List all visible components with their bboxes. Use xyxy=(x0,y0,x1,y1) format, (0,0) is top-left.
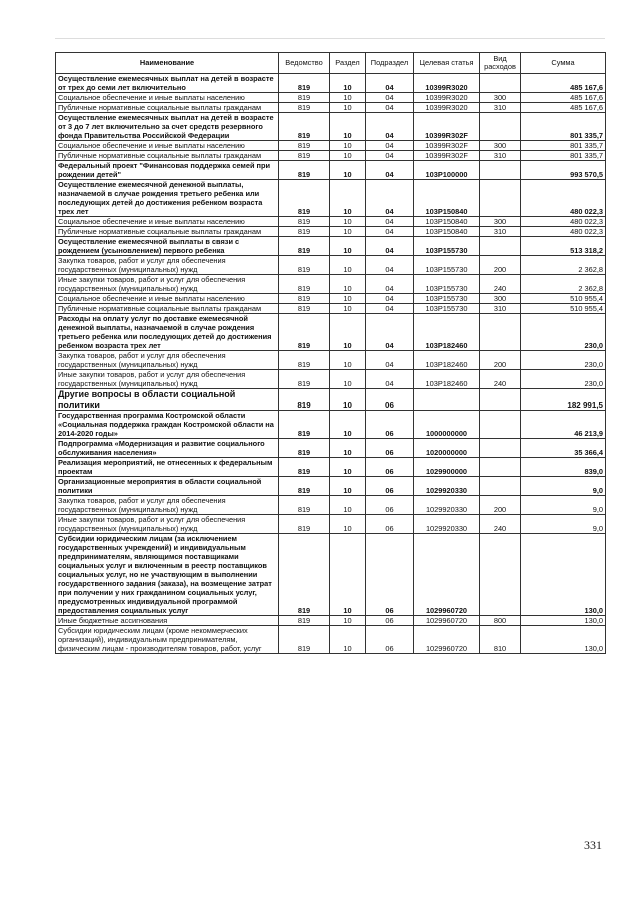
cell-dept: 819 xyxy=(279,237,330,256)
cell-dept: 819 xyxy=(279,351,330,370)
cell-exptype xyxy=(480,314,521,351)
cell-sum: 839,0 xyxy=(521,458,606,477)
cell-exptype xyxy=(480,237,521,256)
cell-sum: 130,0 xyxy=(521,626,606,654)
table-row xyxy=(56,227,606,237)
cell-sum: 9,0 xyxy=(521,496,606,515)
cell-name: Осуществление ежемесячной выплаты в связи с рождением (усыновлением) первого ребенка xyxy=(56,237,279,256)
page-number: 331 xyxy=(584,838,602,852)
cell-target: 103P150840 xyxy=(414,217,480,227)
cell-sum: 9,0 xyxy=(521,515,606,534)
cell-dept: 819 xyxy=(279,370,330,389)
cell-section: 10 xyxy=(330,113,366,141)
cell-target: 1029960720 xyxy=(414,534,480,616)
table-row xyxy=(56,275,606,294)
cell-sum: 230,0 xyxy=(521,314,606,351)
cell-section: 10 xyxy=(330,141,366,151)
cell-section: 10 xyxy=(330,103,366,113)
cell-name: Публичные нормативные социальные выплаты гражданам xyxy=(56,103,279,113)
cell-dept: 819 xyxy=(279,227,330,237)
cell-name: Социальное обеспечение и иные выплаты населению xyxy=(56,294,279,304)
cell-name: Субсидии юридическим лицам (за исключением государственных учреждений) и индивидуальным предпринимателям, являющимся поставщиками социальных услуг и включенным в реестр поставщиков социальных услуг, но не участвующим в выполнении государственного задания (заказа), на возмещение затрат при получении у них гражданином социальных услуг, предусмотренных индивидуальной программой предоставления социальных услуг xyxy=(56,534,279,616)
cell-exptype: 200 xyxy=(480,256,521,275)
cell-name: Осуществление ежемесячных выплат на детей в возрасте от 3 до 7 лет включительно за счет средств резервного фонда Правительства Российской Федерации xyxy=(56,113,279,141)
cell-target: 1029920330 xyxy=(414,515,480,534)
cell-section: 10 xyxy=(330,294,366,304)
table-body xyxy=(56,74,606,654)
cell-section: 10 xyxy=(330,458,366,477)
cell-subsection: 06 xyxy=(366,626,414,654)
header-sum: Сумма xyxy=(521,53,606,74)
cell-sum: 510 955,4 xyxy=(521,294,606,304)
scan-edge-line xyxy=(55,38,605,39)
cell-section: 10 xyxy=(330,151,366,161)
cell-name: Закупка товаров, работ и услуг для обеспечения государственных (муниципальных) нужд xyxy=(56,351,279,370)
cell-sum: 801 335,7 xyxy=(521,113,606,141)
cell-target: 103P155730 xyxy=(414,275,480,294)
cell-sum: 2 362,8 xyxy=(521,275,606,294)
table-row xyxy=(56,161,606,180)
table-row xyxy=(56,411,606,439)
cell-subsection: 04 xyxy=(366,151,414,161)
cell-subsection: 04 xyxy=(366,74,414,93)
cell-target: 10399R302F xyxy=(414,151,480,161)
cell-dept: 819 xyxy=(279,515,330,534)
cell-section: 10 xyxy=(330,237,366,256)
cell-sum: 182 991,5 xyxy=(521,389,606,411)
cell-section: 10 xyxy=(330,616,366,626)
cell-subsection: 04 xyxy=(366,141,414,151)
table-row xyxy=(56,616,606,626)
cell-section: 10 xyxy=(330,351,366,370)
cell-subsection: 06 xyxy=(366,458,414,477)
cell-section: 10 xyxy=(330,256,366,275)
table-row xyxy=(56,439,606,458)
cell-target: 1029960720 xyxy=(414,626,480,654)
table-row xyxy=(56,151,606,161)
cell-dept: 819 xyxy=(279,477,330,496)
cell-sum: 9,0 xyxy=(521,477,606,496)
cell-dept: 819 xyxy=(279,256,330,275)
table-row xyxy=(56,370,606,389)
cell-sum: 480 022,3 xyxy=(521,227,606,237)
table-row xyxy=(56,217,606,227)
cell-dept: 819 xyxy=(279,496,330,515)
cell-name: Иные закупки товаров, работ и услуг для обеспечения государственных (муниципальных) нужд xyxy=(56,370,279,389)
cell-subsection: 04 xyxy=(366,113,414,141)
cell-target: 103P155730 xyxy=(414,237,480,256)
header-subsection: Подраздел xyxy=(366,53,414,74)
table-row xyxy=(56,458,606,477)
cell-target xyxy=(414,389,480,411)
cell-dept: 819 xyxy=(279,534,330,616)
cell-target: 103P182460 xyxy=(414,314,480,351)
cell-subsection: 04 xyxy=(366,314,414,351)
cell-section: 10 xyxy=(330,626,366,654)
cell-name: Осуществление ежемесячной денежной выплаты, назначаемой в случае рождения третьего ребенка или последующих детей до достижения ребенком возраста трех лет xyxy=(56,180,279,217)
cell-name: Социальное обеспечение и иные выплаты населению xyxy=(56,217,279,227)
cell-target: 103P182460 xyxy=(414,351,480,370)
cell-name: Публичные нормативные социальные выплаты гражданам xyxy=(56,304,279,314)
cell-name: Организационные мероприятия в области социальной политики xyxy=(56,477,279,496)
cell-dept: 819 xyxy=(279,626,330,654)
cell-sum: 130,0 xyxy=(521,534,606,616)
cell-section: 10 xyxy=(330,314,366,351)
cell-exptype: 300 xyxy=(480,93,521,103)
cell-subsection: 04 xyxy=(366,351,414,370)
cell-section: 10 xyxy=(330,227,366,237)
cell-subsection: 04 xyxy=(366,103,414,113)
cell-subsection: 04 xyxy=(366,217,414,227)
cell-sum: 485 167,6 xyxy=(521,93,606,103)
cell-dept: 819 xyxy=(279,411,330,439)
cell-exptype xyxy=(480,161,521,180)
cell-target: 103P150840 xyxy=(414,227,480,237)
cell-name: Расходы на оплату услуг по доставке ежемесячной денежной выплаты, назначаемой в случае рождения третьего ребенка или последующих детей до достижения ребенком возраста трех лет xyxy=(56,314,279,351)
cell-dept: 819 xyxy=(279,616,330,626)
cell-target: 103P150840 xyxy=(414,180,480,217)
cell-section: 10 xyxy=(330,161,366,180)
cell-dept: 819 xyxy=(279,161,330,180)
table-row xyxy=(56,477,606,496)
header-dept: Ведомство xyxy=(279,53,330,74)
cell-dept: 819 xyxy=(279,113,330,141)
table-row xyxy=(56,256,606,275)
cell-dept: 819 xyxy=(279,275,330,294)
cell-subsection: 04 xyxy=(366,294,414,304)
cell-section: 10 xyxy=(330,496,366,515)
cell-exptype: 800 xyxy=(480,616,521,626)
cell-dept: 819 xyxy=(279,304,330,314)
cell-subsection: 06 xyxy=(366,534,414,616)
cell-sum: 480 022,3 xyxy=(521,217,606,227)
cell-name: Закупка товаров, работ и услуг для обеспечения государственных (муниципальных) нужд xyxy=(56,256,279,275)
table-row xyxy=(56,74,606,93)
cell-sum: 230,0 xyxy=(521,351,606,370)
cell-name: Закупка товаров, работ и услуг для обеспечения государственных (муниципальных) нужд xyxy=(56,496,279,515)
cell-exptype: 240 xyxy=(480,370,521,389)
cell-exptype: 310 xyxy=(480,151,521,161)
table-row xyxy=(56,294,606,304)
cell-subsection: 04 xyxy=(366,180,414,217)
cell-sum: 510 955,4 xyxy=(521,304,606,314)
cell-section: 10 xyxy=(330,477,366,496)
cell-exptype xyxy=(480,534,521,616)
cell-name: Подпрограмма «Модернизация и развитие социального обслуживания населения» xyxy=(56,439,279,458)
cell-section: 10 xyxy=(330,304,366,314)
cell-dept: 819 xyxy=(279,389,330,411)
cell-target: 103P155730 xyxy=(414,294,480,304)
cell-section: 10 xyxy=(330,370,366,389)
table-row xyxy=(56,389,606,411)
cell-subsection: 04 xyxy=(366,93,414,103)
cell-exptype xyxy=(480,439,521,458)
header-section: Раздел xyxy=(330,53,366,74)
table-row xyxy=(56,304,606,314)
cell-exptype xyxy=(480,180,521,217)
cell-subsection: 06 xyxy=(366,616,414,626)
cell-exptype: 310 xyxy=(480,227,521,237)
cell-name: Иные закупки товаров, работ и услуг для обеспечения государственных (муниципальных) нужд xyxy=(56,275,279,294)
cell-exptype: 300 xyxy=(480,217,521,227)
cell-dept: 819 xyxy=(279,103,330,113)
cell-target: 10399R3020 xyxy=(414,93,480,103)
cell-dept: 819 xyxy=(279,439,330,458)
cell-subsection: 06 xyxy=(366,496,414,515)
cell-dept: 819 xyxy=(279,180,330,217)
cell-target: 103P182460 xyxy=(414,370,480,389)
table-row xyxy=(56,314,606,351)
cell-target: 1000000000 xyxy=(414,411,480,439)
cell-section: 10 xyxy=(330,275,366,294)
cell-sum: 230,0 xyxy=(521,370,606,389)
cell-exptype xyxy=(480,113,521,141)
cell-dept: 819 xyxy=(279,74,330,93)
table-row xyxy=(56,626,606,654)
table-header-row xyxy=(56,53,606,74)
cell-section: 10 xyxy=(330,180,366,217)
cell-sum: 46 213,9 xyxy=(521,411,606,439)
cell-exptype: 310 xyxy=(480,304,521,314)
cell-exptype: 200 xyxy=(480,496,521,515)
cell-target: 1029900000 xyxy=(414,458,480,477)
cell-exptype xyxy=(480,411,521,439)
cell-dept: 819 xyxy=(279,294,330,304)
cell-sum: 801 335,7 xyxy=(521,141,606,151)
cell-exptype: 310 xyxy=(480,103,521,113)
cell-subsection: 06 xyxy=(366,515,414,534)
budget-table xyxy=(55,52,606,654)
cell-section: 10 xyxy=(330,217,366,227)
cell-dept: 819 xyxy=(279,141,330,151)
table-row xyxy=(56,180,606,217)
cell-name: Социальное обеспечение и иные выплаты населению xyxy=(56,141,279,151)
cell-section: 10 xyxy=(330,439,366,458)
cell-sum: 130,0 xyxy=(521,616,606,626)
cell-subsection: 06 xyxy=(366,439,414,458)
cell-dept: 819 xyxy=(279,217,330,227)
cell-target: 10399R302F xyxy=(414,141,480,151)
cell-dept: 819 xyxy=(279,314,330,351)
cell-name: Субсидии юридическим лицам (кроме некоммерческих организаций), индивидуальным предпринимателям, физическим лицам - производителям товаров, работ, услуг xyxy=(56,626,279,654)
table-row xyxy=(56,103,606,113)
cell-target: 103P155730 xyxy=(414,256,480,275)
cell-name: Государственная программа Костромской области «Социальная поддержка граждан Костромской области на 2014-2020 годы» xyxy=(56,411,279,439)
cell-sum: 485 167,6 xyxy=(521,103,606,113)
cell-exptype: 200 xyxy=(480,351,521,370)
cell-exptype xyxy=(480,74,521,93)
cell-exptype: 300 xyxy=(480,141,521,151)
header-target: Целевая статья xyxy=(414,53,480,74)
table-row xyxy=(56,93,606,103)
cell-exptype xyxy=(480,389,521,411)
header-exptype: Вид расходов xyxy=(480,53,521,74)
cell-subsection: 06 xyxy=(366,389,414,411)
cell-sum: 993 570,5 xyxy=(521,161,606,180)
cell-subsection: 04 xyxy=(366,370,414,389)
cell-subsection: 04 xyxy=(366,304,414,314)
cell-exptype xyxy=(480,477,521,496)
cell-sum: 35 366,4 xyxy=(521,439,606,458)
cell-subsection: 04 xyxy=(366,237,414,256)
cell-name: Публичные нормативные социальные выплаты гражданам xyxy=(56,227,279,237)
cell-target: 10399R3020 xyxy=(414,103,480,113)
cell-target: 1029920330 xyxy=(414,496,480,515)
cell-name: Реализация мероприятий, не отнесенных к федеральным проектам xyxy=(56,458,279,477)
budget-table-container xyxy=(55,52,605,654)
cell-name: Федеральный проект "Финансовая поддержка семей при рождении детей" xyxy=(56,161,279,180)
cell-section: 10 xyxy=(330,389,366,411)
cell-section: 10 xyxy=(330,93,366,103)
cell-dept: 819 xyxy=(279,93,330,103)
cell-target: 103P155730 xyxy=(414,304,480,314)
cell-target: 103P100000 xyxy=(414,161,480,180)
cell-sum: 480 022,3 xyxy=(521,180,606,217)
cell-subsection: 04 xyxy=(366,275,414,294)
cell-section: 10 xyxy=(330,534,366,616)
cell-name: Осуществление ежемесячных выплат на детей в возрасте от трех до семи лет включительно xyxy=(56,74,279,93)
table-row xyxy=(56,496,606,515)
cell-dept: 819 xyxy=(279,151,330,161)
table-row xyxy=(56,515,606,534)
cell-target: 1029960720 xyxy=(414,616,480,626)
cell-section: 10 xyxy=(330,74,366,93)
cell-subsection: 04 xyxy=(366,161,414,180)
cell-subsection: 06 xyxy=(366,411,414,439)
cell-name: Публичные нормативные социальные выплаты гражданам xyxy=(56,151,279,161)
cell-section: 10 xyxy=(330,515,366,534)
cell-name: Иные бюджетные ассигнования xyxy=(56,616,279,626)
table-row xyxy=(56,351,606,370)
cell-sum: 2 362,8 xyxy=(521,256,606,275)
cell-dept: 819 xyxy=(279,458,330,477)
cell-target: 10399R3020 xyxy=(414,74,480,93)
cell-exptype xyxy=(480,458,521,477)
cell-target: 1020000000 xyxy=(414,439,480,458)
cell-subsection: 04 xyxy=(366,227,414,237)
cell-target: 10399R302F xyxy=(414,113,480,141)
cell-exptype: 240 xyxy=(480,515,521,534)
cell-sum: 485 167,6 xyxy=(521,74,606,93)
header-name: Наименование xyxy=(56,53,279,74)
cell-name: Иные закупки товаров, работ и услуг для обеспечения государственных (муниципальных) нужд xyxy=(56,515,279,534)
cell-exptype: 240 xyxy=(480,275,521,294)
cell-exptype: 810 xyxy=(480,626,521,654)
cell-sum: 513 318,2 xyxy=(521,237,606,256)
cell-subsection: 04 xyxy=(366,256,414,275)
table-row xyxy=(56,237,606,256)
cell-subsection: 06 xyxy=(366,477,414,496)
table-row xyxy=(56,113,606,141)
cell-target: 1029920330 xyxy=(414,477,480,496)
cell-name: Другие вопросы в области социальной политики xyxy=(56,389,279,411)
cell-section: 10 xyxy=(330,411,366,439)
cell-name: Социальное обеспечение и иные выплаты населению xyxy=(56,93,279,103)
table-row xyxy=(56,534,606,616)
table-row xyxy=(56,141,606,151)
cell-sum: 801 335,7 xyxy=(521,151,606,161)
cell-exptype: 300 xyxy=(480,294,521,304)
